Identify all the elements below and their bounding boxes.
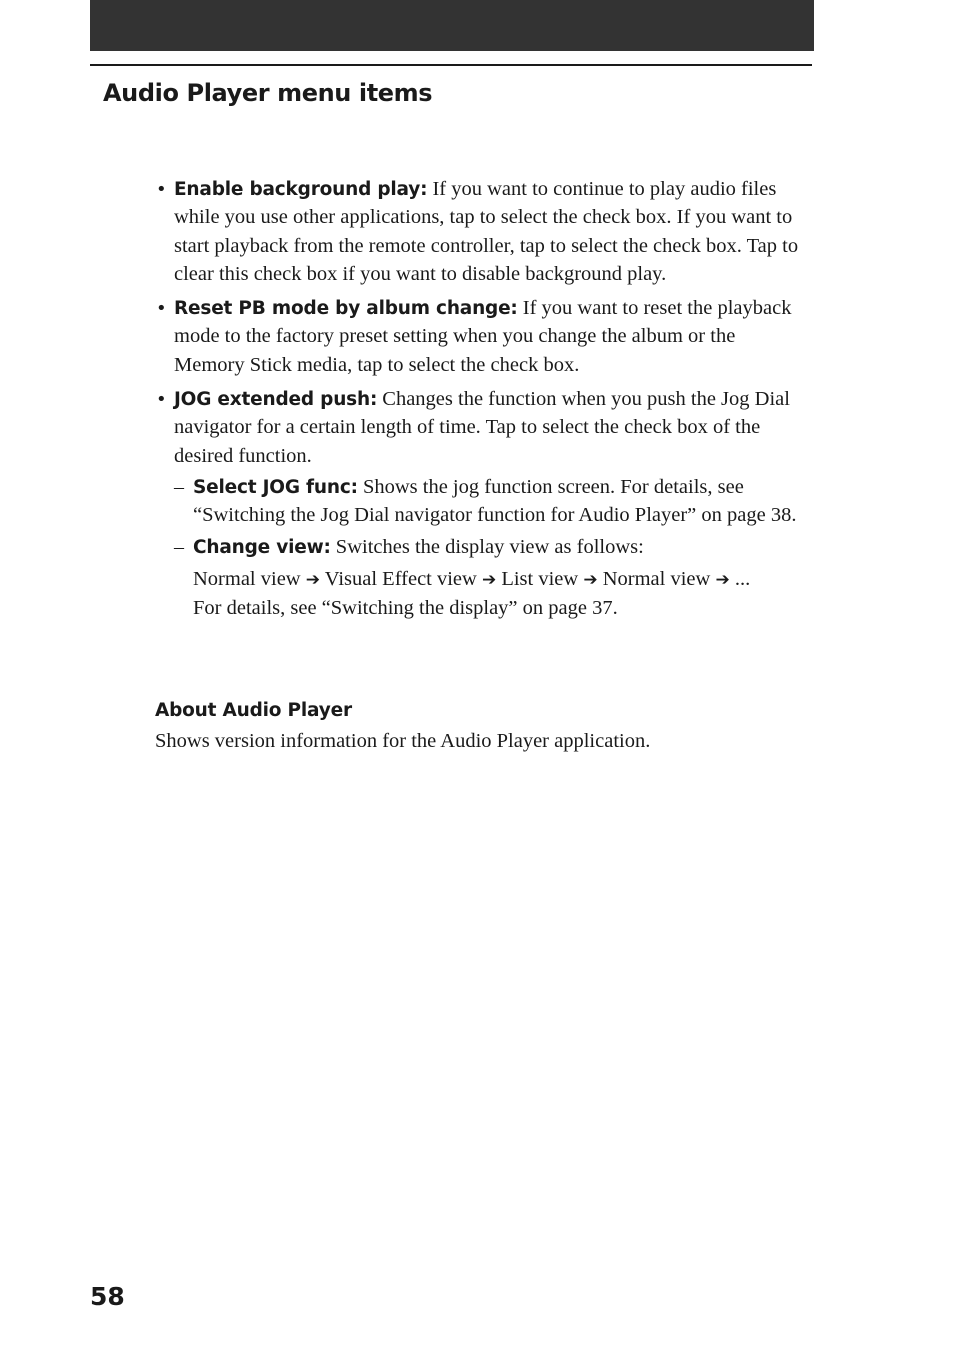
- sub-item-label: Change view:: [193, 536, 331, 558]
- header-bar: [90, 0, 814, 51]
- view-ellipsis: ...: [734, 567, 751, 590]
- item-text: If you want to reset the playback mode to the factory preset setting when you change the album or the Memory Stick media, tap to select the check box.: [174, 297, 792, 376]
- arrow-right-icon: ➔: [715, 569, 730, 590]
- bullet-icon: •: [156, 179, 167, 200]
- arrow-right-icon: ➔: [583, 569, 598, 590]
- header-rule: [90, 64, 812, 66]
- view-note: For details, see “Switching the display” on page 37.: [193, 596, 618, 619]
- about-heading: About Audio Player: [155, 700, 352, 721]
- view-name: Normal view: [193, 567, 301, 590]
- view-name: Normal view: [602, 567, 711, 590]
- bullet-icon: •: [156, 298, 167, 320]
- sub-list-item: [174, 474, 805, 531]
- about-text: Shows version information for the Audio Player application.: [155, 730, 651, 752]
- list-item: [155, 386, 805, 622]
- menu-items-list: [155, 176, 805, 628]
- sub-list-item: [174, 534, 805, 623]
- item-label: Reset PB mode by album change:: [174, 298, 518, 320]
- dash-icon: –: [174, 475, 184, 498]
- arrow-right-icon: ➔: [305, 569, 320, 590]
- sub-item-text: Switches the display view as follows:: [330, 535, 644, 558]
- item-text: If you want to continue to play audio files while you use other applications, tap to select the check box. If you want to start playback from the remote controller, tap to select the check box. Tap to clear this check box if you want to disable background play.: [174, 178, 799, 285]
- list-item: [155, 176, 805, 289]
- item-label: Enable background play:: [174, 179, 428, 200]
- view-name: Visual Effect view: [324, 567, 477, 590]
- list-item: [155, 295, 805, 380]
- view-name: List view: [501, 567, 579, 590]
- view-sequence: [193, 564, 805, 595]
- arrow-right-icon: ➔: [481, 569, 497, 590]
- bullet-icon: •: [156, 389, 167, 411]
- item-text: Changes the function when you push the Jog Dial navigator for a certain length of time. Tap to select the check box of the desired function.: [174, 388, 790, 467]
- page-number: 58: [90, 1282, 125, 1311]
- page-title: Audio Player menu items: [103, 79, 433, 107]
- dash-icon: –: [174, 535, 184, 558]
- sub-item-text: Shows the jog function screen. For details, see “Switching the Jog Dial navigator function for Audio Player” on page 38.: [193, 475, 797, 527]
- sub-item-label: Select JOG func:: [193, 476, 358, 498]
- item-label: JOG extended push:: [174, 389, 378, 411]
